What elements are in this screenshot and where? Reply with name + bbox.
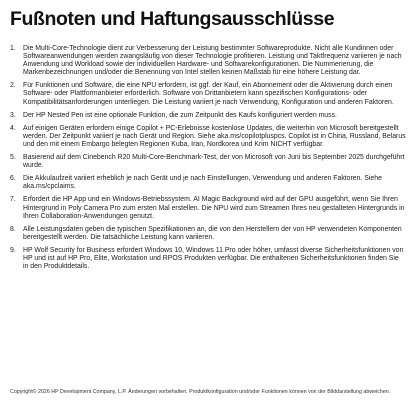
footnote-number: 3. bbox=[10, 111, 16, 119]
footnote-text: Basierend auf dem Cinebench R20 Multi-Core-Benchmark-Test, der von Microsoft von Juni bis September 2025 durchgeführt wurde. bbox=[23, 154, 405, 170]
footnote-number: 7. bbox=[10, 196, 16, 204]
copyright-footer: Copyright© 2026 HP Development Company, L.P. Änderungen vorbehalten. Produktkonfiguration und/oder Funktionen können von der Bilddarstellung abweichen. bbox=[10, 389, 391, 395]
footnote-number: 8. bbox=[10, 225, 16, 233]
footnote-text: Auf einigen Geräten erfordern einige Copilot + PC-Erlebnisse kostenlose Updates, die weiterhin von Microsoft bereitgestellt werden. Der Zeitpunkt variiert je nach Gerät und Region. Siehe aka.ms/copilotpluspcs. Copilot ist in China, Russland, Belarus und den mit einem Embargo belegten Regionen Kuba, Iran, Nordkorea und Krim NICHT verfügbar. bbox=[23, 124, 406, 148]
footnote-number: 2. bbox=[10, 82, 16, 90]
footnote-item bbox=[10, 154, 406, 170]
footnote-number: 5. bbox=[10, 154, 16, 162]
footnote-text: Alle Leistungsdaten geben die typischen Spezifikationen an, die von den Herstellern der von HP verwendeten Komponenten bereitgestellt werden. Die tatsächliche Leistung kann variieren. bbox=[23, 225, 402, 241]
footnote-text: Für Funktionen und Software, die eine NPU erfordern, ist ggf. der Kauf, ein Abonnement oder die Aktivierung durch einen Software- oder Plattformanbieter erforderlich. Software von Drittanbietern kann spezifischen Konfigurations- oder Kompatibilitätsanforderungen unterliegen. Die Leistung variiert je nach Verwendung, Konfiguration und anderen Faktoren. bbox=[23, 82, 394, 106]
footnote-item bbox=[10, 175, 406, 191]
footnote-text: Der HP Nested Pen ist eine optionale Funktion, die zum Zeitpunkt des Kaufs konfiguriert werden muss. bbox=[23, 111, 337, 119]
footnote-text: Die Akkulaufzeit variiert erheblich je nach Gerät und je nach Einstellungen, Verwendung und anderen Faktoren. Siehe aka.ms/cpclaims. bbox=[23, 175, 382, 191]
footnote-item bbox=[10, 196, 406, 220]
footnote-item bbox=[10, 45, 406, 77]
footnote-text: HP Wolf Security for Business erfordert Windows 10, Windows 11 Pro oder höher, umfasst diverse Sicherheitsfunktionen von HP und ist auf HP Pro, Elite, Workstation und RPOS Produkten verfügbar. Die enthaltenen Sicherheitsfunktionen finden Sie in den Produktdetails. bbox=[23, 246, 404, 271]
footnote-number: 1. bbox=[10, 45, 16, 52]
footnote-item bbox=[10, 82, 406, 106]
footnote-text: Erfordert die HP App und ein Windows-Betriebssystem. AI Magic Background wird auf der GPU ausgeführt, wenn Sie Ihren Hintergrund in Poly Camera Pro zum ersten Mal erstellen. Die NPU wird zum Streamen Ihres neu gestalteten Hintergrunds in Ihren Collaboration-Anwendungen genutzt. bbox=[23, 196, 405, 220]
footnote-text: Die Multi-Core-Technologie dient zur Verbesserung der Leistung bestimmter Softwareprodukte. Nicht alle Kundinnen oder Softwareanwendungen werden zwangsläufig von dieser Technologie profitieren. Leistung und Taktfrequenz variieren je nach Anwendung und Workload sowie der individuellen Hardware- und Softwarekonfigurationen. Die Nummerierung, die Markenbezeichnungen und/oder die Benennung von Intel stellen keinen Maßstab für eine höhere Leistung dar. bbox=[23, 45, 402, 77]
footnote-list bbox=[10, 45, 406, 271]
footnote-item bbox=[10, 247, 406, 271]
footnote-number: 6. bbox=[10, 175, 16, 183]
footnote-item bbox=[10, 125, 406, 149]
footnote-item bbox=[10, 226, 406, 242]
footnote-item bbox=[10, 112, 406, 120]
page-title: Fußnoten und Haftungsausschlüsse bbox=[10, 8, 335, 30]
footnote-number: 9. bbox=[10, 246, 16, 254]
footnote-number: 4. bbox=[10, 124, 16, 132]
